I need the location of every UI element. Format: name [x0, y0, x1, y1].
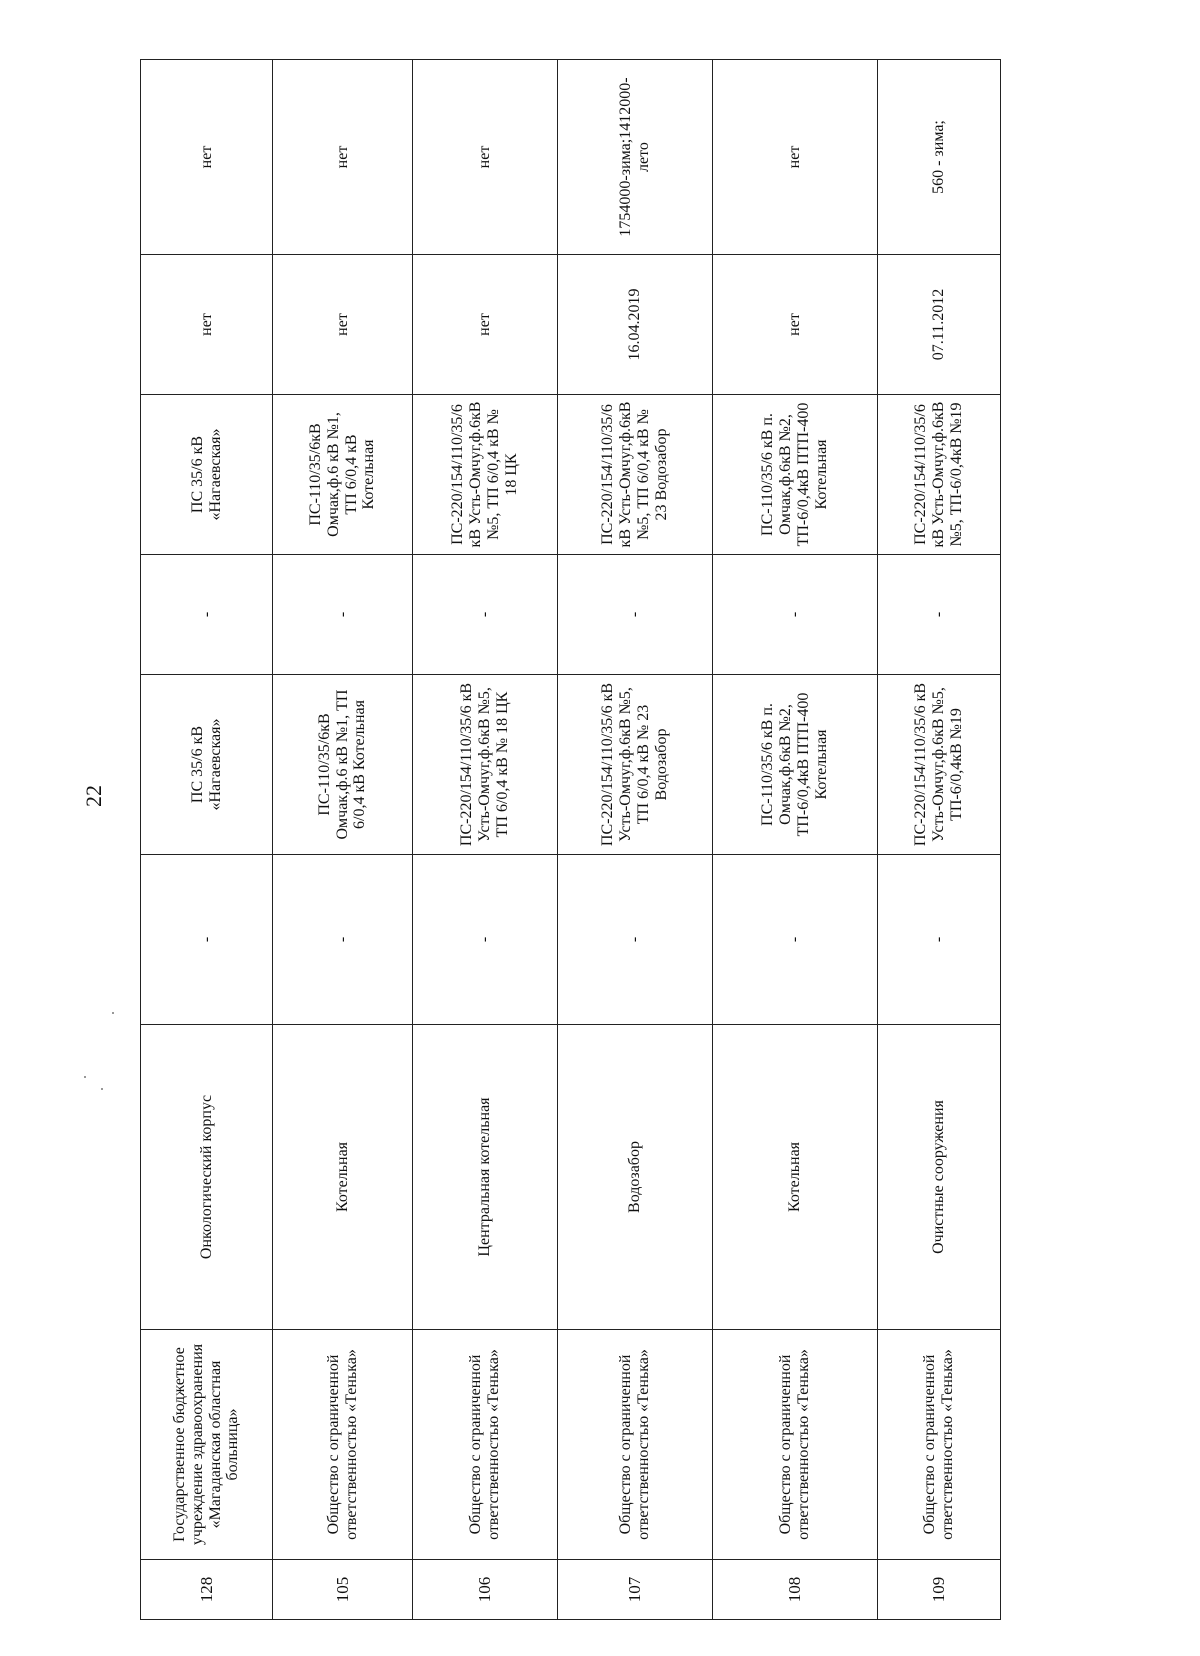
table-row — [413, 60, 558, 1620]
organization-cell: Общество с ограниченной ответственностью «Тенька» — [273, 1330, 413, 1560]
object-name-cell: Очистные сооружения — [878, 1025, 1001, 1330]
data-table — [140, 59, 1001, 1620]
feeder-source-cell: ПС-110/35/6 кВ п. Омчак,ф.6кВ №2, ТП-6/0,4кВ ПТП-400 Котельная — [713, 675, 878, 855]
feeder-source-cell: ПС-110/35/6кВ Омчак,ф.6 кВ №1, ТП 6/0,4 кВ Котельная — [273, 675, 413, 855]
column-5-cell: - — [141, 555, 273, 675]
table-body — [141, 60, 1001, 1620]
power-value-cell: нет — [141, 60, 273, 255]
object-name-cell: Котельная — [713, 1025, 878, 1330]
row-number-cell: 107 — [558, 1560, 713, 1620]
connection-point-cell: ПС-110/35/6 кВ п. Омчак,ф.6кВ №2, ТП-6/0,4кВ ПТП-400 Котельная — [713, 395, 878, 555]
organization-cell: Общество с ограниченной ответственностью «Тенька» — [878, 1330, 1001, 1560]
column-3-cell: - — [878, 855, 1001, 1025]
object-name-cell: Онкологический корпус — [141, 1025, 273, 1330]
column-5-cell: - — [273, 555, 413, 675]
power-value-cell: 560 - зима; — [878, 60, 1001, 255]
table-row — [558, 60, 713, 1620]
organization-cell: Государственное бюджетное учреждение здравоохранения «Магаданская областная больница» — [141, 1330, 273, 1560]
table-frame — [140, 60, 1000, 1620]
date-cell: 16.04.2019 — [558, 255, 713, 395]
object-name-cell: Центральная котельная — [413, 1025, 558, 1330]
column-5-cell: - — [558, 555, 713, 675]
power-value-cell: нет — [273, 60, 413, 255]
row-number-cell: 106 — [413, 1560, 558, 1620]
row-number-cell: 108 — [713, 1560, 878, 1620]
row-number-cell: 105 — [273, 1560, 413, 1620]
scan-speck — [101, 1088, 103, 1090]
power-value-cell: 1754000-зима;1412000-лето — [558, 60, 713, 255]
column-3-cell: - — [141, 855, 273, 1025]
date-cell: 07.11.2012 — [878, 255, 1001, 395]
feeder-source-cell: ПС-220/154/110/35/6 кВ Усть-Омчуг,ф.6кВ №5, ТП 6/0,4 кВ № 18 ЦК — [413, 675, 558, 855]
connection-point-cell: ПС 35/6 кВ «Нагаевская» — [141, 395, 273, 555]
date-cell: нет — [413, 255, 558, 395]
object-name-cell: Водозабор — [558, 1025, 713, 1330]
connection-point-cell: ПС-220/154/110/35/6 кВ Усть-Омчуг,ф.6кВ №5, ТП-6/0,4кВ №19 — [878, 395, 1001, 555]
table-row — [273, 60, 413, 1620]
table-row — [878, 60, 1001, 1620]
object-name-cell: Котельная — [273, 1025, 413, 1330]
row-number-cell: 128 — [141, 1560, 273, 1620]
column-3-cell: - — [273, 855, 413, 1025]
organization-cell: Общество с ограниченной ответственностью «Тенька» — [558, 1330, 713, 1560]
column-5-cell: - — [413, 555, 558, 675]
date-cell: нет — [273, 255, 413, 395]
feeder-source-cell: ПС-220/154/110/35/6 кВ Усть-Омчуг,ф.6кВ №5, ТП-6/0,4кВ №19 — [878, 675, 1001, 855]
connection-point-cell: ПС-220/154/110/35/6 кВ Усть-Омчуг,ф.6кВ №5, ТП 6/0,4 кВ № 23 Водозабор — [558, 395, 713, 555]
power-value-cell: нет — [413, 60, 558, 255]
connection-point-cell: ПС-220/154/110/35/6 кВ Усть-Омчуг,ф.6кВ №5, ТП 6/0,4 кВ № 18 ЦК — [413, 395, 558, 555]
table-row — [713, 60, 878, 1620]
feeder-source-cell: ПС-220/154/110/35/6 кВ Усть-Омчуг,ф.6кВ №5, ТП 6/0,4 кВ № 23 Водозабор — [558, 675, 713, 855]
scan-speck — [112, 1012, 114, 1014]
column-5-cell: - — [878, 555, 1001, 675]
connection-point-cell: ПС-110/35/6кВ Омчак,ф.6 кВ №1, ТП 6/0,4 кВ Котельная — [273, 395, 413, 555]
column-5-cell: - — [713, 555, 878, 675]
feeder-source-cell: ПС 35/6 кВ «Нагаевская» — [141, 675, 273, 855]
page-number: 22 — [81, 785, 106, 807]
row-number-cell: 109 — [878, 1560, 1001, 1620]
column-3-cell: - — [558, 855, 713, 1025]
scan-speck — [84, 1076, 86, 1078]
table-row — [141, 60, 273, 1620]
organization-cell: Общество с ограниченной ответственностью «Тенька» — [413, 1330, 558, 1560]
date-cell: нет — [713, 255, 878, 395]
power-value-cell: нет — [713, 60, 878, 255]
date-cell: нет — [141, 255, 273, 395]
organization-cell: Общество с ограниченной ответственностью «Тенька» — [713, 1330, 878, 1560]
column-3-cell: - — [713, 855, 878, 1025]
column-3-cell: - — [413, 855, 558, 1025]
